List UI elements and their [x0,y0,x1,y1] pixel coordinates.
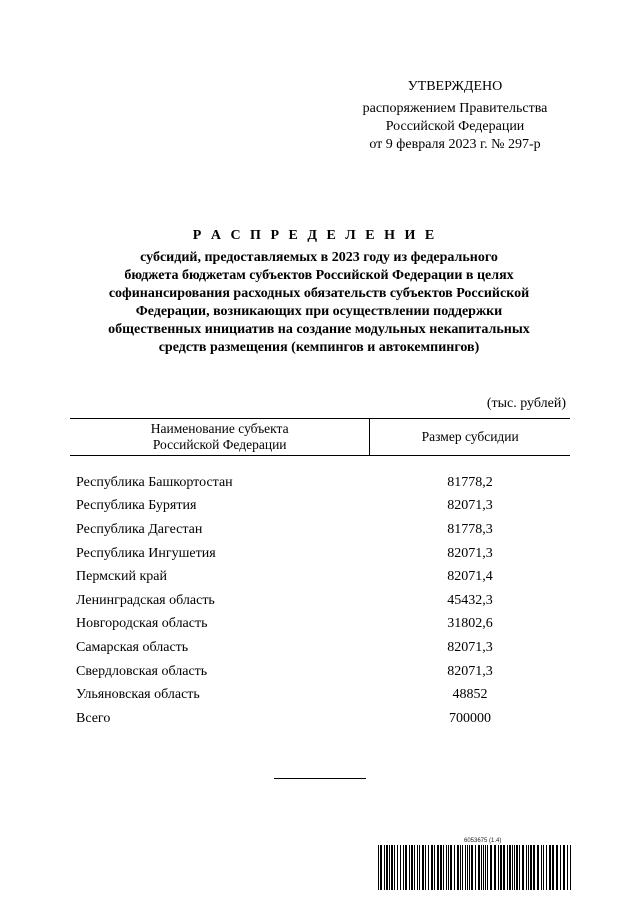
table-row [70,683,570,707]
subtitle-line: средств размещения (кемпингов и автокемпингов) [158,340,480,355]
row-subject: Свердловская область [76,663,208,679]
row-amount: 82071,3 [447,498,493,514]
row-subject: Ленинградская область [76,592,215,608]
row-amount: 82071,4 [447,569,493,585]
table-body [70,471,570,731]
row-amount: 82071,3 [447,663,493,679]
table-row [70,589,570,613]
approval-title: УТВЕРЖДЕНО [407,79,503,94]
row-amount: 48852 [452,687,488,703]
approval-line-3: от 9 февраля 2023 г. № 297-р [369,137,541,152]
subtitle-line: общественных инициатив на создание модульных некапитальных [108,322,530,337]
row-subject: Ульяновская область [76,687,200,703]
barcode-label: 6053675 (1.4) [464,838,502,844]
barcode-icon [378,845,572,890]
subtitle-line: софинансирования расходных обязательств субъектов Российской [108,286,530,301]
total-label: Всего [76,710,111,726]
subtitle-line: субсидий, предоставляемых в 2023 году из федерального [140,250,498,265]
row-amount: 81778,3 [447,521,493,537]
row-subject: Республика Ингушетия [76,545,216,561]
table-row [70,518,570,542]
row-subject: Пермский край [76,569,167,585]
document-heading: Р А С П Р Е Д Е Л Е Н И Е [192,228,438,243]
table-header [70,418,570,456]
table-row [70,495,570,519]
table-row [70,660,570,684]
row-amount: 31802,6 [447,616,493,632]
column-header-subject [70,419,370,455]
row-subject: Новгородская область [76,616,208,632]
row-subject: Самарская область [76,639,189,655]
table-row [70,542,570,566]
total-amount: 700000 [449,710,491,726]
units-note: (тыс. рублей) [486,396,566,411]
subtitle-line: бюджета бюджетам субъектов Российской Федерации в целях [124,268,514,283]
row-subject: Республика Башкортостан [76,474,233,490]
column-header-subject-line-2: Российской Федерации [152,437,287,452]
table-row [70,565,570,589]
table-row [70,636,570,660]
table-row [70,471,570,495]
closing-separator-line [274,778,366,779]
column-header-amount: Размер субсидии [421,429,519,444]
approval-line-2: Российской Федерации [385,119,525,134]
row-subject: Республика Дагестан [76,521,203,537]
column-header-subject-line-1: Наименование субъекта [150,421,289,436]
approval-block [340,78,570,154]
document-subtitle [80,249,558,357]
approval-line-1: распоряжением Правительства [362,101,548,116]
row-amount: 45432,3 [447,592,493,608]
barcode-block [378,838,572,895]
subsidy-table [70,418,570,731]
row-amount: 82071,3 [447,545,493,561]
total-row [70,707,570,731]
subtitle-line: Федерации, возникающих при осуществлении поддержки [135,304,503,319]
row-amount: 81778,2 [447,474,493,490]
table-row [70,613,570,637]
row-subject: Республика Бурятия [76,498,197,514]
row-amount: 82071,3 [447,639,493,655]
